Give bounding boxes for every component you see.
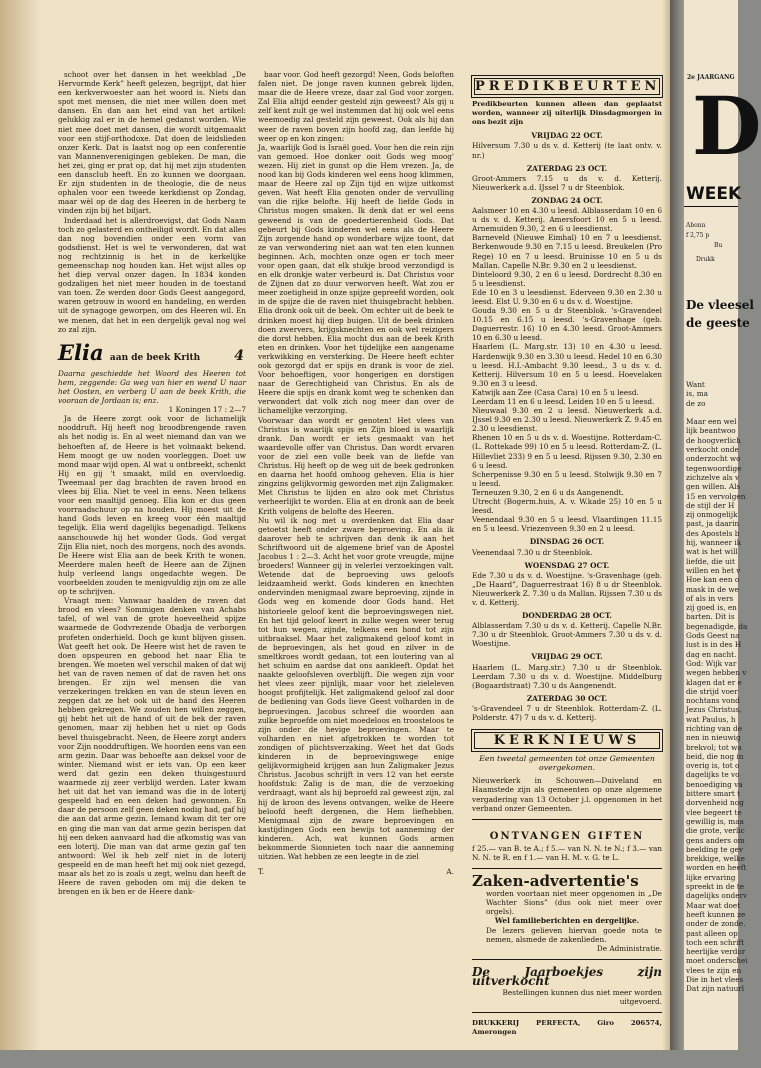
- right-page-text-line: Gods Geest na: [686, 631, 740, 641]
- schedule-day-heading: DONDERDAG 28 OCT.: [522, 611, 612, 621]
- zaken-text-2: De lezers gelieven hiervan goede nota te nemen, alsmede de zakenlieden.: [486, 925, 662, 944]
- right-page-headline: [686, 296, 754, 332]
- right-page-text-line: past, ja daarin: [686, 519, 740, 529]
- divider: [472, 868, 662, 869]
- schedule-day-entries: Aalsmeer 10 en 4.30 u leesd. Alblasserdam 10 en 6 u ds v. d. Ketterij. Amersfoort 10 en 5 u leesd. Arnemuiden 9.30, 2 en 6 u leesdienst. Barneveld (Nieuwe Eimhal) 10 en 7 u leesdienst. Berkenwoude 9.30 en 7.15 u leesd. Breukelen (Pro Rege) 10 en 7 u leesd. Bruinisse 10 en 5 u ds Mallan. Capelle N.Br. 9.30 en 2 u leesdienst. Dinteloord 9.30, 2 en 6 u leesd. Dordrecht 8.30 en 5 u leesdienst. Ede 10 en 3 u leesdienst. Ederveen 9.30 en 2.30 u leesd. Elst U. 9.30 en 6 u ds v. d. Woestijne. Gouda 9.30 en 5 u dr Steenblok. 's-Gravendeel 10.15 en 6.15 u leesd. 's-Gravenhage (geb. Daguerrestr. 16) 10 en 4.30 leesd. Groot-Ammers 10 en 6.30 u leesd. Haarlem (L. Marg.str. 13) 10 en 4.30 u leesd. Hardenwijk 9.30 en 3.30 u leesd. Hedel 10 en 6.30 u leesd. H.I.-Ambacht 9.30 leesd., 3 u ds v. d. Ketterij. Hilversum 10 en 5 u leesd. Hoevelaken 9.30 en 3 u leesd. Katwijk aan Zee (Casa Cara) 10 en 5 u leesd. Leerdam 11 en 6 u leesd. Leiden 10 en 5 u leesd. Nieuwaal 9.30 en 2 u leesd. Nieuwerkerk a.d. IJssel 9.30 en 2.30 u leesd. Nieuwerkerk Z. 9.45 en 2.30 u leesdienst. Rhenen 10 en 5 u ds v. d. Woestijne. Rotterdam-C. (L. Rottekade 99) 10 en 5 u leesd. Rotterdam-Z. (L. Hillevliet 233) 9 en 5 u leesd. Rijssen 9.30, 2.30 en 6 u leesd. Scherpenisse 9.30 en 5 u leesd. Stolwijk 9.30 en 7 u leesd. Terneuzen 9.30, 2 en 6 u ds Aangenendt. Utrecht (Bogerm.huis, A. v. W.kade 25) 10 en 5 u leesd. Veenendaal 9.30 en 5 u leesd. Vlaardingen 11.15 en 5 u leesd. Vriezenveen 9.30 en 2 u leesd.: [472, 206, 662, 534]
- schedule-day-heading: WOENSDAG 27 OCT.: [524, 560, 610, 570]
- schedule-day-heading: VRIJDAG 22 OCT.: [531, 131, 603, 141]
- article-signature: [258, 867, 454, 876]
- right-page-text-line: Maar wat doet: [686, 900, 741, 910]
- article-text-paragraph: Inderdaad het is allerdroevigst, dat Gods Naam toch zo gelasterd en ontheiligd wordt. En dat alles dan nog bovendien onder een vorm van godsdienst. Het is wel te verwonderen, dat wat nog rechtzinnig is het in de kerkelijke gemeenschap nog houden kan. Het wijst alles op het diep verval onzer dagen. In 1834 konden godzaligen het niet meer houden in de toestand van toen. Ze werden door Gods Geest aangegord, waren getrouw in woord en handeling, en werden uit de synagoge geworpen, om des Heeren wil. En we menen, dat het in een dergelijk geval nog wel zo zal zijn.: [58, 215, 246, 334]
- divider: [472, 959, 662, 960]
- masthead-initial: D: [692, 79, 761, 173]
- notices-column: [472, 70, 662, 1036]
- kerknieuws-subtitle: Een tweetal gemeenten tot onze Gemeenten overgekomen.: [479, 754, 655, 773]
- right-page-text-line: de zo: [686, 398, 706, 408]
- zaken-text: worden voortaan niet meer opgenomen in „De Wachter Sions” (dus ook niet meer over orgels).: [486, 889, 662, 917]
- right-page-text-line: benoediging va: [686, 779, 743, 789]
- right-page-text-line: vlees te zijn en: [686, 965, 742, 975]
- divider: [472, 819, 662, 820]
- right-page-text-line: die grote, verlic: [686, 826, 745, 836]
- right-page-text-line: onder de zonde.: [686, 919, 746, 929]
- right-page-text-line: God: Wijk var: [686, 658, 737, 668]
- right-page-text-line: barten. Dit is: [686, 612, 735, 622]
- right-page-text-line: des Apostels b: [686, 528, 740, 538]
- schedule-day-heading: ZATERDAG 23 OCT.: [526, 163, 608, 173]
- right-page-text-line: heerlijke verdor: [686, 947, 746, 957]
- right-page-text-line: 15 en vervolgen: [686, 491, 746, 501]
- article-column-2: [258, 70, 454, 1036]
- right-page-text-line: wegen hebben v: [686, 668, 747, 678]
- right-page-text-line: moet onderschei: [686, 956, 748, 966]
- right-page-text-line: gewillig is, maa: [686, 816, 744, 826]
- right-page-text-line: brekvol; tot wa: [686, 742, 742, 752]
- right-page-text-line: dag en nacht.: [686, 649, 737, 659]
- subscription-price: f 2,75 p: [686, 232, 710, 239]
- elia-article-header: [58, 339, 246, 365]
- right-page-text-line: Maar een wel: [686, 417, 737, 427]
- right-page-text-line: nen in nieuwig: [686, 733, 741, 743]
- right-page-text-line: klagen dat er e: [686, 677, 742, 687]
- background-strip: [0, 1050, 738, 1068]
- right-page-text-line: Jezus Christus,: [686, 705, 742, 715]
- right-page-text-line: lust is in des H: [686, 640, 742, 650]
- elia-article-continued: baar voor. God heeft gezorgd! Neen, Gods beloften falen niet. De jonge raven kunnen gebrek lijden, maar die de Heere vreze, daar zal God voor zorgen. Zal Elia altijd eender gesteld zijn geweest? Als gij u zelf kent zult ge wel instemmen dat hij ook wel eens weemoedig zal gesteld zijn geweest. Ook als hij dan weer de raven boven zijn hoofd zag, dan leefde hij weer op en kon zingen: Ja, waarlijk God is Israël goed. Voor hen die rein zijn van gemoed. Hoe donker ooit Gods weg moog' wezen. Hij ziet in gunst op die Hem vrezen. Ja, de nood kan bij Gods kinderen wel eens hoog klimmen, maar de Heere zal op Zijn tijd en wijze uitkomst geven. Wat heeft Elia genoten onder de vervulling van die rijke belofte. Hij heeft de liefde Gods in Christus mogen smaken. Ik denk dat er wel eens geweend is van de goedertierenheid Gods. Dat gebeurt bij Gods kinderen wel eens als de Heere Zijn zorgende hand op wonderbare wijze toont, dat ze van verwondering niet aan wat ten eten kunnen beginnen. Ach, mochten onze ogen er toch meer voor open gaan, dat elk stukje brood verzondigd is en elk dronkje water verbeurd is. Dat Christus voor de Zijnen dat zo duur verworven heeft. Wat zou er meer zoetigheid in onze spijze gepreefd worden, ook in de spijze die de raven niet thuisgebracht hebben. Elia dronk ook uit de beek. Om echter uit de beek te drinken moest hij diep buigen. Uit de beek drinken doen zwervers, krijgsknechten en ook wel reizigers die dorst hebben. Elia mocht dus aan de beek Krith eten en drinken. Voor het tijdelijke een aangename verkwikking en versterking. De Heere heeft echter ook gezorgd dat er spijs en drank is voor de ziel. Voor behoeftigen, voor hongerigen en dorstigen naar de Gerechtigheid van Christus. En als de Heere die spijs en drank komt weg te schenken dan verwondert dat volk zich nog meer dan over de lichamelijke verzorging. Voorwaar dan wordt er genoten! Het vlees van Christus is waarlijk spijs en Zijn bloed is waarlijk drank. Dan wordt er iets gesmaakt van het waardevolle offer van Christus. Dan wordt ervaren voor de ziel een volle beek van de liefde van Christus. Hij heeft op de weg uit de beek gedronken en daarna het hoofd omhoog geheven. Elia is hier zingzins gelijkvormig geworden met zijn Zaligmaker. Met Christus te lijden en alzo ook met Christus verheerlijkt te worden. Elia at en dronk aan de beek Krith volgens de belofte des Heeren. Nu wil ik nog met u overdenken dat Elia daar getoetst heeft onder zware beproeving. En als ik daarover heb te schrijven dan denk ik aan het Schriftwoord uit de algemene brief van de Apostel Jacobus 1 : 2—3. Acht het voor grote vreugde, mijne broeders! Wanneer gij in velerlei verzoekingen valt. Wetende dat de beproeving uws geloofs leidzaamheid werkt. Gods kinderen en knechten ondervinden menigmaal zware beproeving, zijnde in Gods weg en komende door Gods hand. Het historieele geloof kent die beproevingswegen niet. En het tijd geloof keert in zulke wegen weer terug tot hun wegen, zijnde, telkens een hond tot zijn uitbraaksel. Maar het zaligmakend geloof komt in de beproevingen, als het goud en zilver in de smeltkroes wordt gedaan, tot een loutering van al het schuim en aardse dat ons aankleeft. Opdat het naakte geloofsleven overblijft. Die wegen zijn voor het vlees zeer pijnlijk, maar voor het zieleleven hoogst profijtelijk. Het zaligmakend geloof zal door de bediening van Gods lieve Geest volharden in de beproevingen. Jacobus schreef die woorden aan zulke beproefde om niet moedeloos en troosteloos te zijn onder de hevige beproevingen. Maar te volharden en niet afgetrokken te worden tot zondigen of plichtsverzaking. Weet het dat Gods kinderen in de beproevingswege enige gelijkvormigheid krijgen aan hun Zaligmaker Jezus Christus. Jacobus schrijft in vers 12 van het eerste hoofdstuk: Zalig is de man, die de verzoeking verdraagt, want als hij beproefd zal geweest zijn, zal hij de kroon des levens ontvangen, welke de Heere beloofd heeft dergenen, die Hem liefhebben. Menigmaal zijn de zware beproevingen en kastijdingen Gods een bewijs tot aanneming der kinderen. Ach, wat kunnen Gods armen bekommerde Sionnieten toch naar die aanneming uitzien. Wat hebben ze een leegte in de ziel: [258, 70, 454, 862]
- right-page-text-line: nochtans vond: [686, 696, 740, 706]
- book-gutter: [670, 0, 684, 1068]
- right-page-text-line: past alleen op: [686, 928, 738, 938]
- right-page-text-line: tegenwoordige: [686, 463, 742, 473]
- page-edge-shadow: [662, 0, 670, 1060]
- right-page-text-line: beid, die nog in: [686, 751, 744, 761]
- schedule-day-heading: ZONDAG 24 OCT.: [531, 195, 603, 205]
- right-page-text-line: worden en heeft: [686, 863, 747, 873]
- predikbeurten-notice: Predikbeurten kunnen alleen dan geplaatst worden, wanneer zij uiterlijk Dinsdagmorgen in ons bezit zijn: [472, 100, 662, 127]
- right-page-text-line: hij, wanneer ik: [686, 538, 742, 548]
- giften-heading: ONTVANGEN GIFTEN: [489, 830, 645, 842]
- right-page-article: [686, 380, 746, 994]
- right-page-text-line: begenadigde, da: [686, 621, 748, 631]
- right-page-text-line: lijk beantwoo: [686, 426, 736, 436]
- predikbeurten-schedule: [472, 131, 662, 722]
- right-page-text-line: wat Paulus, h: [686, 714, 736, 724]
- schedule-day-entries: Hilversum 7.30 u ds v. d. Ketterij (te laat ontv. v. nr.): [472, 141, 662, 160]
- right-page-text-line: richting van de: [686, 723, 743, 733]
- right-page-text-line: beelding te gev: [686, 844, 744, 854]
- kerknieuws-heading: KERKNIEUWS: [474, 732, 660, 749]
- headline-line-2: de geeste: [686, 316, 750, 330]
- right-page-text-line: of als in vers: [686, 593, 734, 603]
- zaken-signature: De Administratie.: [596, 943, 662, 953]
- signature-initial-left: T.: [258, 867, 265, 877]
- right-page-text-line: toch een schrift: [686, 937, 745, 947]
- right-page-text-line: overig is, tot o: [686, 761, 740, 771]
- right-page-text-line: brekkige, welke: [686, 854, 745, 864]
- scripture-reference: 1 Koningen 17 : 2—7: [168, 405, 246, 415]
- scripture-quote: Daarna geschiedde het Woord des Heeren tot hem, zeggende: Ga weg van hier en wend U naar het Oosten, en verberg U aan de beek Krith, die vooraan de Jordaan is; enz.: [58, 368, 246, 406]
- volume-label: 2e JAARGANG: [687, 74, 735, 81]
- schedule-day-heading: DINSDAG 26 OCT.: [529, 537, 605, 547]
- right-page-text-line: de hoogverlich: [686, 435, 741, 445]
- right-page-text-line: spreekt in de te: [686, 882, 745, 892]
- right-page-text-line: gen willen. Als: [686, 482, 741, 492]
- right-page-text-line: Die in het vlees: [686, 975, 744, 984]
- elia-article-subtitle: aan de beek Krith: [109, 352, 201, 363]
- right-page-text-line: Want: [686, 380, 705, 389]
- schedule-day-entries: Ede 7.30 u ds v. d. Woestijne. 's-Gravenhage (geb. „De Haard”, Daguerrestraat 16) 8 u dr Steenblok. Nieuwerkerk Z. 7.30 u ds Mallan. Rijssen 7.30 u ds v. d. Ketterij.: [472, 570, 662, 607]
- schedule-day-entries: Alblasserdam 7.30 u ds v. d. Ketterij. Capelle N.Br. 7.30 u dr Steenblok. Groot-Ammers 7.30 u ds v. d. Woestijne.: [472, 621, 662, 649]
- right-page-text-line: dagelijks onderv: [686, 891, 748, 901]
- kerknieuws-text: Nieuwerkerk in Schouwen—Duiveland en Haamstede zijn als gemeenten op onze algemene vergadering van 13 October j.l. opgenomen in het verband onzer Gemeenten.: [472, 776, 662, 813]
- schedule-day-entries: Haarlem (L. Marg.str.) 7.30 u dr Steenblok. Leerdam 7.30 u ds v. d. Woestijne. Middelburg (Bogaardstraat) 7.30 u ds Aangenendt.: [472, 662, 662, 690]
- right-page-text-line: verkocht onde: [686, 445, 739, 455]
- elia-article-body-2: Vraagt men: Vanwaar haalden de raven dat brood en vlees? Sommigen denken van Achabs tafel, of wel van de grote hoeveelheid spijze waarmede de Godvrezende Obadja de verborgen profeten onderhield. Doch ge kunt blijven gissen. Wat geeft het ook. De Heere wist het de raven te doen opspeuren en gebood het naar Elia te brengen. We moeten wel verschil maken of dat wij het van de raven nemen of dat de raven het ons brengen. Er zijn wel mensen die van verzekeringen trekken en van de steun leven en zeggen dat ze het ook uit de hand des Heeren hebben gekregen. We zouden hen willen zeggen, gij hebt het uit de hand of uit de bek der raven genomen, maar zij hebben het u niet op Gods bevel thuisgebracht. Neen, de Heere zorgt anders voor Zijn nooddruftigen. We hoorden eens van een arm gezin. Daar was behoefte aan deksel voor de winter. Niemand wist er iets van. Op een keer werd dat gezin een deken thuisgestuurd waarmede zij zeer verblijd werden. Later kwam het uit dat het van iemand was die in de loterij gespeeld had en een deken had gewonnen. En daar de persoon zelf geen deken nodig had, gaf hij die aan dat arme gezin. Iemand kwam dit ter ore en ging die man van dat arme gezin berispen dat hij een deken aanvaard had die afkomstig was van een loterij. Die man van dat arme gezin gaf ten antwoord: Wel ik heb zelf niet in de loterij gespeeld en de man heeft het mij ook niet gezegd, maar als het zo is zoals u zegt, welnu dan heeft de Heere de raven geboden om mij die deken te brengen en ik ben er de Heere dank-: [58, 596, 246, 897]
- right-page-text-line: bittere smart t: [686, 789, 740, 799]
- right-newspaper-page: [684, 0, 761, 1060]
- schedule-day-heading: ZATERDAG 30 OCT.: [526, 693, 608, 703]
- jaarboekjes-heading: De Jaarboekjes zijn uitverkocht: [472, 964, 662, 988]
- drukkerij-label: Drukk: [696, 256, 715, 263]
- right-page-text-line: zij goed is, en: [686, 603, 737, 613]
- divider: [472, 1012, 662, 1013]
- schedule-day-entries: 's-Gravendeel 7 u dr Steenblok. Rotterdam-Z. (L. Polderstr. 47) 7 u ds v. d. Ketterij.: [472, 703, 662, 722]
- subscription-label: Abonn: [686, 222, 706, 229]
- right-page-text-line: gens anders om: [686, 835, 745, 845]
- right-page-text-line: onderzocht wo: [686, 454, 741, 464]
- page-binding-shadow: [0, 0, 40, 1060]
- right-page-text-line: Hoe kan een o: [686, 575, 740, 585]
- drukkerij-line: DRUKKERIJ PERFECTA, Giro 206574, Amerongen: [472, 1019, 662, 1037]
- article-column-1: [58, 70, 246, 1036]
- right-page-text-line: willen en het v: [686, 565, 741, 575]
- jaarboekjes-text: Bestellingen kunnen dus niet meer worden uitgevoerd.: [502, 987, 662, 1007]
- right-page-text-line: zij onmogelijk: [686, 510, 738, 520]
- article-text-opening: schoot over het dansen in het weekblad „De Hervormde Kerk” heeft gelezen, begrijpt, dat hier een kerkverwoester aan het woord is. Niets dan spot met mensen, die niet mee willen doen met dansen. En dan aan het eind van het artikel: gelukkig zal er in de hemel gedanst worden. Wie niet mee doet met dansen, die wordt uitgemaakt voor een stijf-orthodoxe. Dat doen de leidslieden onzer Kerk. Dat is laatst nog op een conferentie van Mannenverenigingen gebleken. De man, die het zei, ging er prat op, dat hij met zijn studenten een dansclub heeft. En zo kunnen we doorgaan. Er zijn studenten in de theologie, die de neus ophalen voor een tweede kerkdienst op Zondag, maar wèl op de dag des Heeren in de herberg te vinden zijn bij het biljart.: [58, 70, 246, 216]
- right-page-text-line: vlee begeert te: [686, 807, 742, 817]
- right-page-text-line: die strijd voer: [686, 686, 738, 696]
- right-page-text-line: lijke ervaring: [686, 872, 736, 882]
- zaken-heading: Zaken-advertentie's: [472, 872, 639, 891]
- masthead-rule: [684, 206, 738, 207]
- right-page-text-line: dagelijks te vo: [686, 770, 740, 780]
- elia-article-title: Elia: [58, 339, 104, 365]
- right-page-text-line: liefde, die uit: [686, 556, 735, 566]
- elia-article-body: Ja de Heere zorgt ook voor de lichamelijk nooddruft. Hij heeft nog broodbrengende raven als het nodig is. En al weet niemand dan van we behoeften af, de Heere is het volmaakt bekend. Hem moogt ge uw noden voorleggen. Doet uw mond maar wijd open. Al wat u ontbreekt, schenkt Hij en gij 't smaakt, mild en overvloedig. Tweemaal per dag brachten de raven brood en vlees bij Elia. Niet te veel in eens. Neen telkens voor een maaltijd genoeg. Elia kon er dus geen voorraadschuur op na houden. Hij moest uit de hand Gods leven en kreeg voor één maaltijd tegelijk. Elia werd dagelijks begenadigd. Telkens aanschouwde hij het wonder Gods. God vergat Zijn Elia niet, noch des morgens, noch des avonds. De Heere wist Elia aan de beek Krith te wonen. Meerdere malen heeft de Heere aan de Zijnen hulp verleend langs ongedachte wegen. De voorbeelden zouden te menigvuldig zijn om ze alle op te schrijven.: [58, 414, 246, 597]
- right-page-text-line: heeft kunnen ze: [686, 909, 746, 919]
- right-page-text-line: is, ma: [686, 389, 708, 399]
- right-page-text-line: dorvenheid nog: [686, 798, 744, 808]
- right-page-text-line: Dat zijn natuurl: [686, 984, 745, 994]
- schedule-day-entries: Veenendaal 7.30 u dr Steenblok.: [472, 547, 593, 557]
- giften-text: f 25.— van B. te A.; f 5.— van N. N. te N.; f 3.— van N. N. te R. en f 1.— van H. M. v. G. te L.: [472, 843, 662, 862]
- right-page-text-line: [686, 408, 746, 417]
- right-page-text-line: mask in de we: [686, 584, 739, 594]
- signature-initial-right: A.: [446, 867, 454, 877]
- masthead-weekblad: WEEK: [686, 184, 742, 204]
- schedule-day-heading: VRIJDAG 29 OCT.: [531, 652, 603, 662]
- right-page-text-line: zichzelve als v: [686, 472, 740, 482]
- bureau-label: Bu: [714, 242, 723, 249]
- right-page-text-line: de stijl der H: [686, 500, 735, 510]
- zaken-bold-line: Wel familieberichten en dergelijke.: [494, 916, 640, 926]
- right-page-text-line: wat is het will: [686, 547, 738, 557]
- predikbeurten-heading: PREDIKBEURTEN: [475, 79, 661, 94]
- headline-line-1: De vleesel: [686, 298, 754, 312]
- schedule-day-entries: Groot-Ammers 7.15 u ds v. d. Ketterij. Nieuwerkerk a.d. IJssel 7 u dr Steenblok.: [472, 173, 662, 192]
- elia-article-number: 4: [234, 347, 244, 364]
